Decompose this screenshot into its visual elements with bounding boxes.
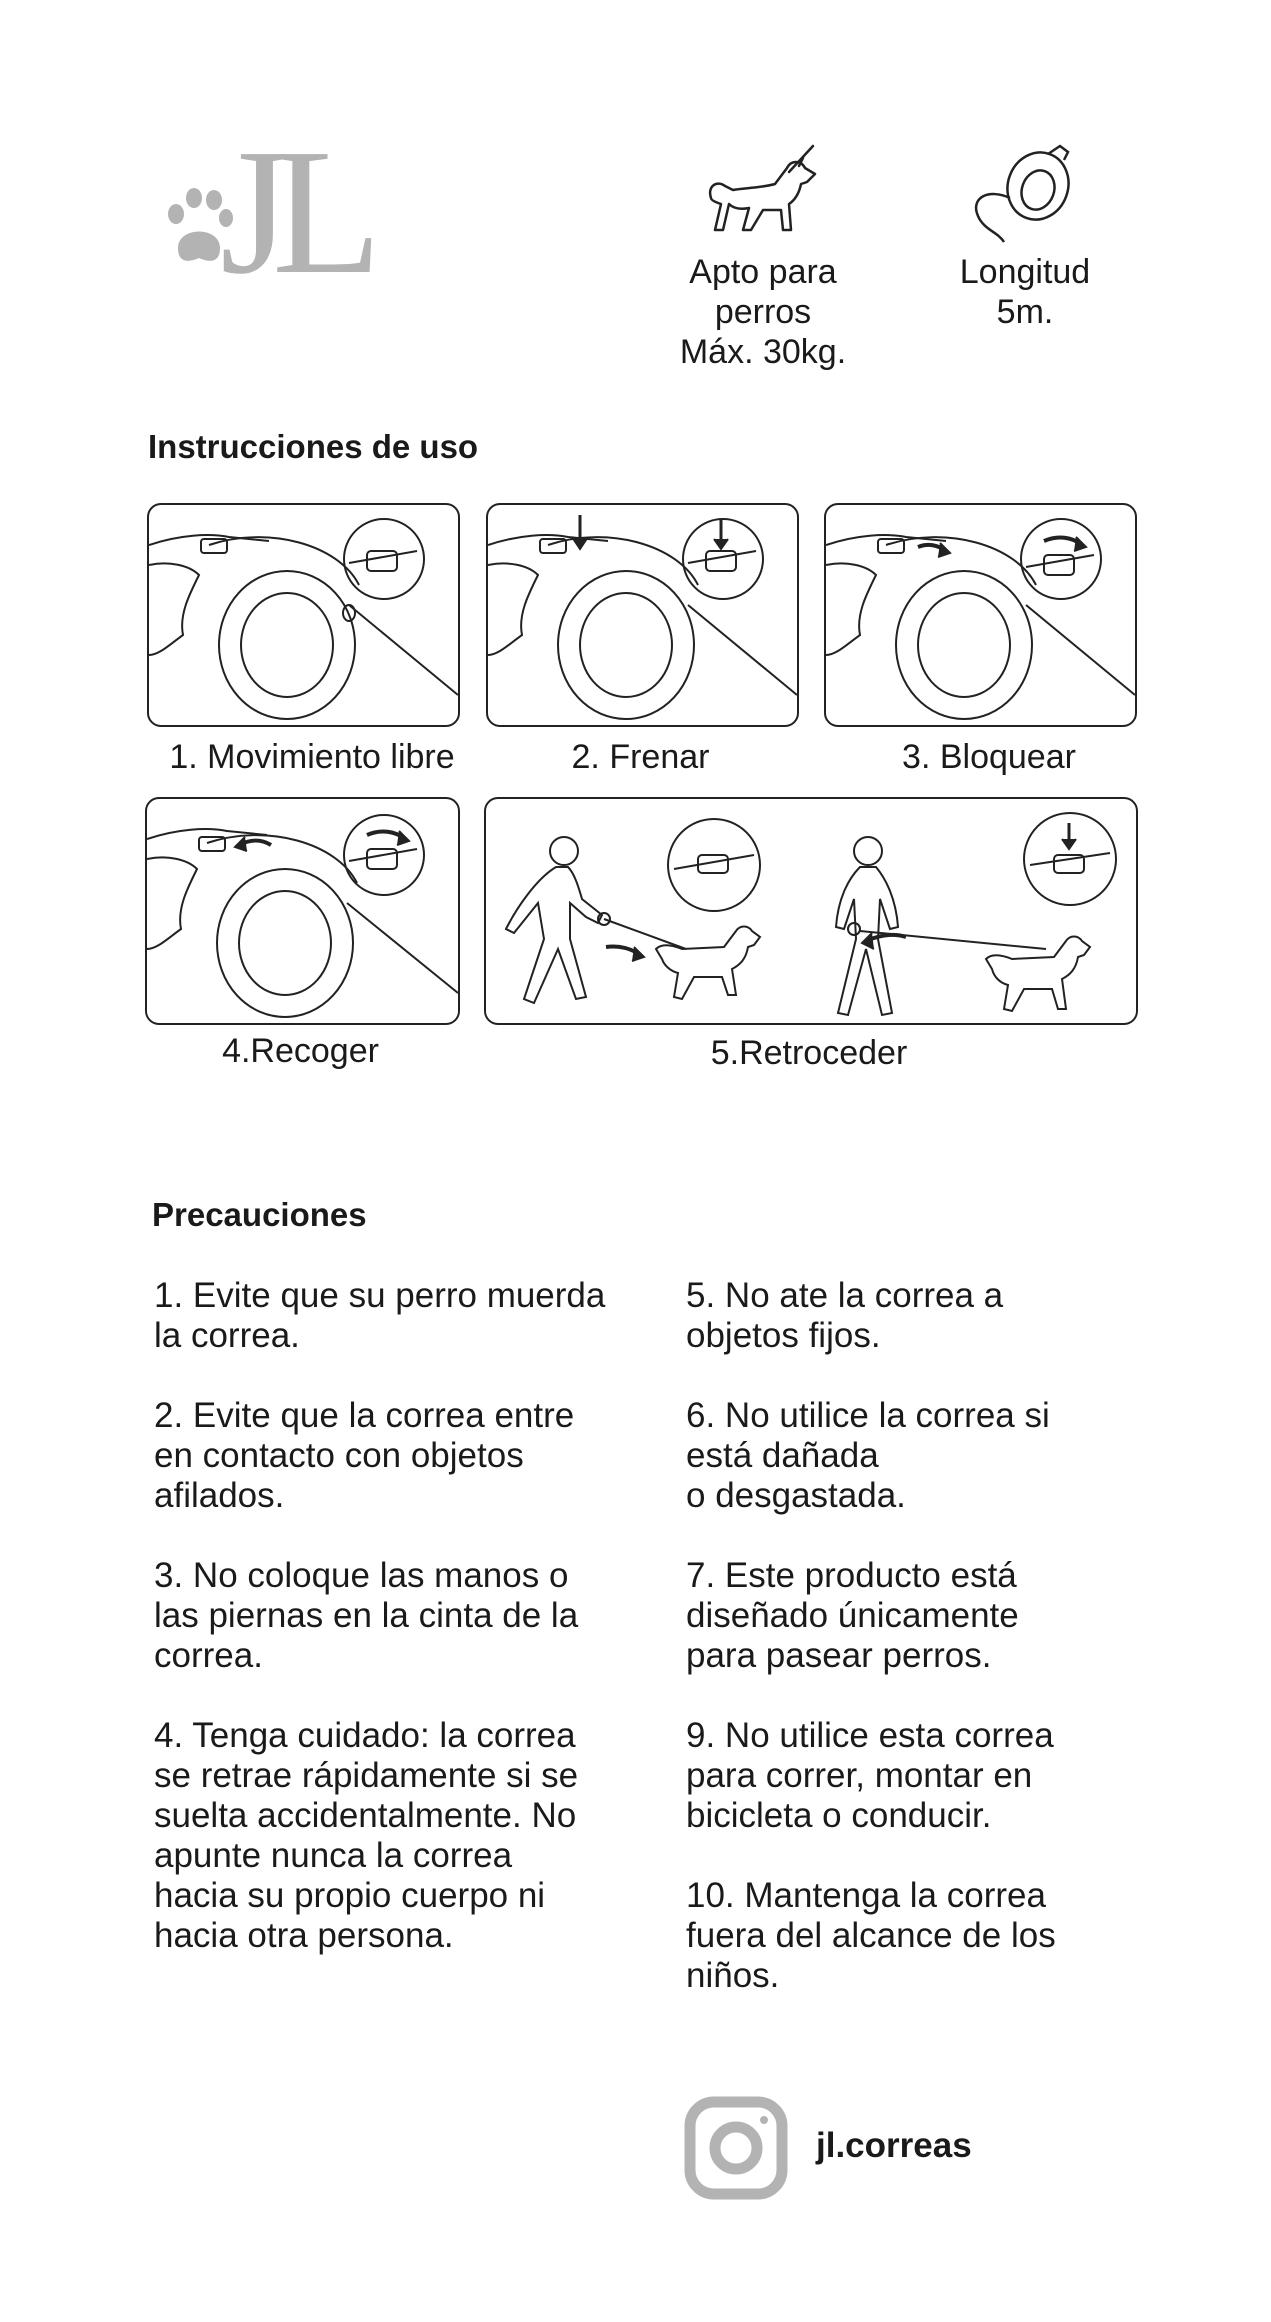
retract-icon: [147, 799, 458, 1023]
lock-icon: [826, 505, 1135, 725]
precaution-item: 2. Evite que la correa entre en contacto con objetos afilados.: [154, 1396, 575, 1515]
precautions-left-column: [154, 1276, 654, 1996]
precautions-title: Precauciones: [152, 1196, 367, 1233]
dog-icon: [703, 138, 823, 248]
precaution-item: 6. No utilice la correa si está dañada o desgastada.: [686, 1396, 1050, 1515]
step-4-label: 4.Recoger: [222, 1032, 379, 1070]
step-2-label: 2. Frenar: [571, 738, 710, 776]
free-movement-icon: [149, 505, 458, 725]
instructions-title: Instrucciones de uso: [148, 428, 479, 465]
spec-dog-weight: Apto para perros Máx. 30kg.: [679, 253, 847, 371]
step-4-panel: [145, 797, 460, 1025]
precaution-item: 1. Evite que su perro muerda la correa.: [154, 1276, 606, 1355]
precaution-item: 7. Este producto está diseñado únicamente para pasear perros.: [686, 1556, 1019, 1675]
step-1-panel: [147, 503, 460, 727]
leash-icon: [968, 138, 1083, 253]
step-5-label: 5.Retroceder: [710, 1034, 908, 1072]
precautions-right-column: [686, 1276, 1146, 2036]
spec-length: Longitud 5m.: [959, 253, 1091, 331]
instagram-icon[interactable]: [684, 2096, 788, 2200]
step-3-panel: [824, 503, 1137, 727]
step-1-label: 1. Movimiento libre: [169, 738, 455, 776]
brake-icon: [488, 505, 797, 725]
precaution-item: 4. Tenga cuidado: la correa se retrae rápidamente si se suelta accidentalmente. No apunte nunca la correa hacia su propio cuerpo ni hacia otra persona.: [154, 1716, 579, 1955]
precaution-item: 5. No ate la correa a objetos fijos.: [686, 1276, 1004, 1355]
precaution-item: 10. Mantenga la correa fuera del alcance de los niños.: [686, 1876, 1056, 1995]
brand-logo: [158, 112, 378, 311]
precaution-item: 9. No utilice esta correa para correr, montar en bicicleta o conducir.: [686, 1716, 1054, 1835]
step-5-panel: [484, 797, 1138, 1025]
instagram-handle[interactable]: jl.correas: [816, 2126, 972, 2165]
logo-text: JL: [220, 112, 364, 311]
walk-back-icon: [486, 799, 1136, 1023]
step-3-label: 3. Bloquear: [902, 738, 1076, 776]
step-2-panel: [486, 503, 799, 727]
precaution-item: 3. No coloque las manos o las piernas en la cinta de la correa.: [154, 1556, 579, 1675]
